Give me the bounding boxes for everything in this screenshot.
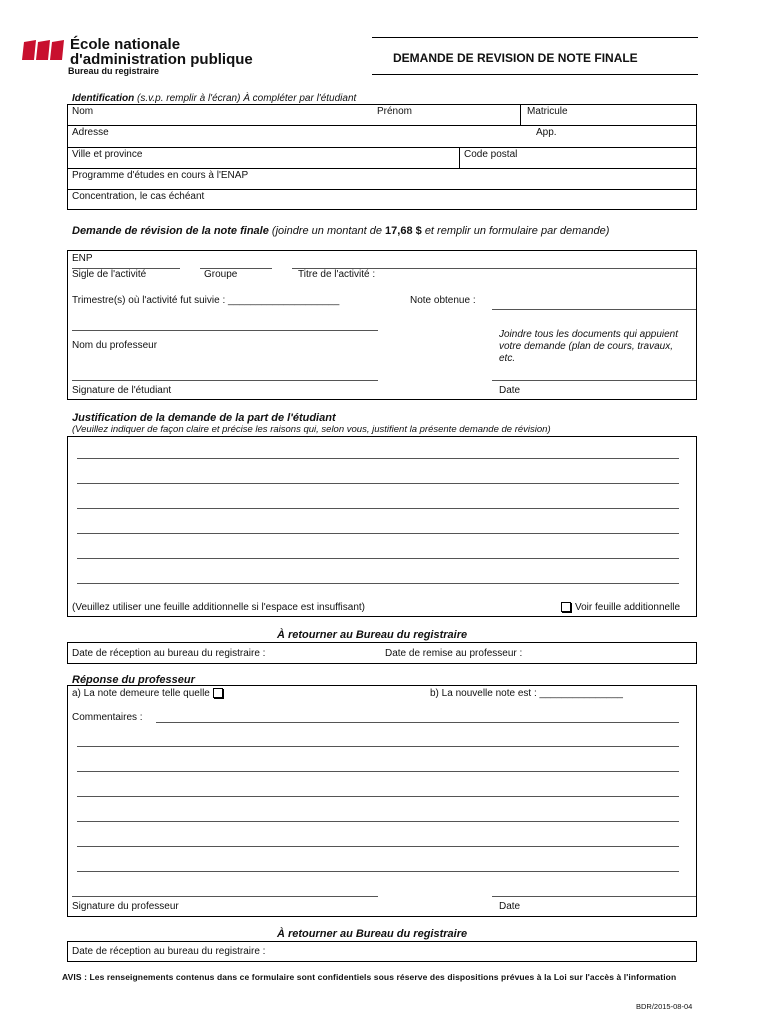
demande-heading: Demande de révision de la note finale (joindre un montant de 17,68 $ et remplir un formulaire par demande) bbox=[72, 225, 610, 237]
option-a[interactable]: a) La note demeure telle quelle bbox=[72, 688, 227, 699]
retour2-heading: À retourner au Bureau du registraire bbox=[277, 928, 468, 940]
justification-line[interactable] bbox=[77, 458, 679, 459]
justification-box bbox=[67, 436, 697, 617]
checkbox-icon[interactable] bbox=[213, 688, 223, 698]
date-label[interactable]: Date bbox=[499, 385, 521, 396]
form-title: DEMANDE DE REVISION DE NOTE FINALE bbox=[393, 51, 638, 65]
reponse-box bbox=[67, 685, 697, 917]
retour1-date-reception[interactable]: Date de réception au bureau du registraire : bbox=[72, 648, 266, 659]
trimestre-label[interactable]: Trimestre(s) où l'activité fut suivie : ____________________ bbox=[72, 295, 340, 306]
comment-line[interactable] bbox=[77, 796, 679, 797]
comment-line[interactable] bbox=[77, 871, 679, 872]
additional-sheet-note: (Veuillez utiliser une feuille additionnelle si l'espace est insuffisant) bbox=[72, 602, 366, 613]
signature-prof-label[interactable]: Signature du professeur bbox=[72, 901, 179, 912]
comment-line[interactable] bbox=[156, 722, 679, 723]
note-obtenue-label[interactable]: Note obtenue : bbox=[410, 295, 476, 306]
avis-notice: AVIS : Les renseignements contenus dans ce formulaire sont confidentiels sous réserve des dispositions prévues à la Loi sur l'accès à l'information bbox=[62, 972, 677, 982]
school-name-line2: d'administration publique bbox=[70, 51, 253, 68]
retour1-heading: À retourner au Bureau du registraire bbox=[277, 629, 468, 641]
justification-line[interactable] bbox=[77, 483, 679, 484]
id-row-divider bbox=[67, 189, 697, 190]
checkbox-icon[interactable] bbox=[561, 602, 571, 612]
justification-line[interactable] bbox=[77, 583, 679, 584]
id-row-divider bbox=[67, 168, 697, 169]
sigle-label[interactable]: Sigle de l'activité bbox=[72, 269, 147, 280]
enp-label: ENP bbox=[72, 253, 93, 264]
retour2-date-reception[interactable]: Date de réception au bureau du registraire : bbox=[72, 946, 266, 957]
justification-line[interactable] bbox=[77, 533, 679, 534]
adresse-field[interactable]: Adresse bbox=[72, 127, 109, 138]
concentration-field[interactable]: Concentration, le cas échéant bbox=[72, 191, 205, 202]
commentaires-label: Commentaires : bbox=[72, 712, 143, 723]
app-field[interactable]: App. bbox=[536, 127, 557, 138]
programme-field[interactable]: Programme d'études en cours à l'ENAP bbox=[72, 170, 249, 181]
id-row-divider bbox=[67, 125, 697, 126]
groupe-label[interactable]: Groupe bbox=[204, 269, 238, 280]
nom-field[interactable]: Nom bbox=[72, 106, 94, 117]
enap-logo bbox=[22, 38, 66, 62]
retour1-date-remise[interactable]: Date de remise au professeur : bbox=[385, 648, 523, 659]
comment-line[interactable] bbox=[77, 846, 679, 847]
form-code: BDR/2015-08-04 bbox=[636, 1002, 693, 1011]
reponse-heading: Réponse du professeur bbox=[72, 674, 195, 686]
id-col-divider bbox=[520, 104, 521, 125]
option-b[interactable]: b) La nouvelle note est : _______________ bbox=[430, 688, 623, 699]
signature-prof-underline bbox=[72, 896, 378, 897]
signature-etudiant-label[interactable]: Signature de l'étudiant bbox=[72, 385, 172, 396]
justification-line[interactable] bbox=[77, 558, 679, 559]
joindre-note: Joindre tous les documents qui appuient votre demande (plan de cours, travaux, etc. bbox=[499, 329, 679, 364]
sigle-underline bbox=[72, 268, 180, 269]
groupe-underline bbox=[200, 268, 272, 269]
titre-label[interactable]: Titre de l'activité : bbox=[298, 269, 376, 280]
date-underline bbox=[492, 380, 696, 381]
prenom-field[interactable]: Prénom bbox=[377, 106, 413, 117]
comment-line[interactable] bbox=[77, 821, 679, 822]
nom-prof-underline bbox=[72, 330, 378, 331]
title-rule-top bbox=[372, 37, 698, 38]
voir-feuille-checkbox[interactable]: Voir feuille additionnelle bbox=[561, 602, 680, 613]
school-name-line1: École nationale bbox=[70, 36, 181, 53]
comment-line[interactable] bbox=[77, 746, 679, 747]
note-obtenue-underline bbox=[492, 309, 696, 310]
ville-field[interactable]: Ville et province bbox=[72, 149, 143, 160]
signature-etudiant-underline bbox=[72, 380, 378, 381]
office-name: Bureau du registraire bbox=[68, 66, 160, 76]
id-col-divider bbox=[459, 147, 460, 168]
code-postal-field[interactable]: Code postal bbox=[464, 149, 518, 160]
justification-line[interactable] bbox=[77, 508, 679, 509]
justification-heading: Justification de la demande de la part de l'étudiant bbox=[72, 412, 336, 424]
reponse-date-label[interactable]: Date bbox=[499, 901, 521, 912]
title-rule-bottom bbox=[372, 74, 698, 75]
titre-underline bbox=[292, 268, 696, 269]
demande-box bbox=[67, 250, 697, 400]
nom-prof-label[interactable]: Nom du professeur bbox=[72, 340, 158, 351]
id-row-divider bbox=[67, 147, 697, 148]
comment-line[interactable] bbox=[77, 771, 679, 772]
identification-heading: Identification (s.v.p. remplir à l'écran) À compléter par l'étudiant bbox=[72, 93, 357, 104]
reponse-date-underline bbox=[492, 896, 696, 897]
matricule-field[interactable]: Matricule bbox=[527, 106, 568, 117]
justification-subheading: (Veuillez indiquer de façon claire et précise les raisons qui, selon vous, justifient la présente demande de révision) bbox=[72, 424, 551, 435]
